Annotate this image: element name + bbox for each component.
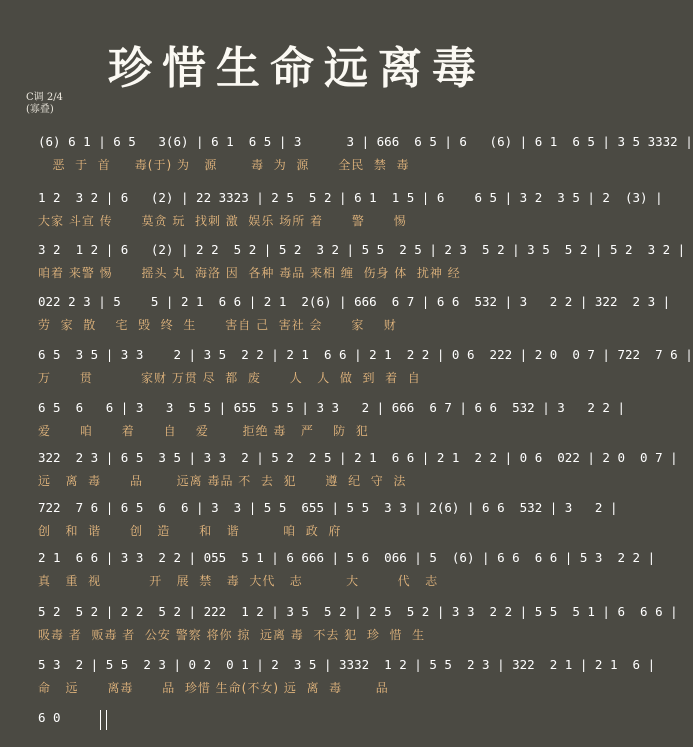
final-barline [100, 710, 107, 730]
lyrics-line: 万 贯 家财 万贯 尽 都 废 人 人 做 到 着 自 [38, 371, 421, 385]
lyrics-line: 吸毒 者 贩毒 者 公安 警察 将你 掠 远离 毒 不去 犯 珍 惜 生 [38, 628, 426, 642]
key-signature: C调 2/4 [26, 92, 63, 103]
notes-line: 1 2 3 2 | 6 (2) | 22 3323 | 2 5 5 2 | 6 1 1 5 | 6 6 5 | 3 2 3 5 | 2 (3) | [38, 190, 663, 205]
notes-line: 6 0 [38, 710, 61, 725]
notes-line: 6 5 6 6 | 3 3 5 5 | 655 5 5 | 3 3 2 | 666 6 7 | 6 6 532 | 3 2 2 | [38, 400, 625, 415]
notes-line: 722 7 6 | 6 5 6 6 | 3 3 | 5 5 655 | 5 5 3 3 | 2(6) | 6 6 532 | 3 2 | [38, 500, 618, 515]
score-row [38, 240, 686, 282]
page-title: 珍惜生命远离毒 [108, 43, 486, 94]
lyrics-line: 爱 咱 着 自 爱 拒绝 毒 严 防 犯 [38, 424, 369, 438]
instrument-note: (寡叠) [26, 104, 54, 115]
score-row [38, 655, 656, 697]
notes-line: 5 2 5 2 | 2 2 5 2 | 222 1 2 | 3 5 5 2 | 2 5 5 2 | 3 3 2 2 | 5 5 5 1 | 6 6 6 | [38, 604, 678, 619]
notes-line: 5 3 2 | 5 5 2 3 | 0 2 0 1 | 2 3 5 | 3332 1 2 | 5 5 2 3 | 322 2 1 | 2 1 6 | [38, 657, 656, 672]
notes-line: 3 2 1 2 | 6 (2) | 2 2 5 2 | 5 2 3 2 | 5 5 2 5 | 2 3 5 2 | 3 5 5 2 | 5 2 3 2 | [38, 242, 686, 257]
score-row [38, 398, 625, 440]
score-row [38, 498, 618, 540]
lyrics-line: 劳 家 散 宅 毁 终 生 害自 己 害社 会 家 财 [38, 318, 397, 332]
notes-line: 022 2 3 | 5 5 | 2 1 6 6 | 2 1 2(6) | 666 6 7 | 6 6 532 | 3 2 2 | 322 2 3 | [38, 294, 671, 309]
lyrics-line: 真 重 视 开 展 禁 毒 大代 志 大 代 志 [38, 574, 439, 588]
score-row [38, 345, 693, 387]
score-row [38, 132, 693, 174]
score-row [38, 548, 656, 590]
lyrics-line: 远 离 毒 品 远离 毒品 不 去 犯 遵 纪 守 法 [38, 474, 407, 488]
score-row [38, 602, 678, 644]
notes-line: 322 2 3 | 6 5 3 5 | 3 3 2 | 5 2 2 5 | 2 1 6 6 | 2 1 2 2 | 0 6 022 | 2 0 0 7 | [38, 450, 678, 465]
score-row [38, 708, 558, 728]
notes-line: 6 5 3 5 | 3 3 2 | 3 5 2 2 | 2 1 6 6 | 2 1 2 2 | 0 6 222 | 2 0 0 7 | 722 7 6 | [38, 347, 693, 362]
notes-line: (6) 6 1 | 6 5 3(6) | 6 1 6 5 | 3 3 | 666 6 5 | 6 (6) | 6 1 6 5 | 3 5 3332 | [38, 134, 693, 149]
score-row [38, 448, 678, 490]
score-row [38, 188, 663, 230]
lyrics-line: 恶 于 首 毒(于) 为 源 毒 为 源 全民 禁 毒 [38, 158, 410, 172]
lyrics-line: 大家 斗宣 传 莫贪 玩 找刺 激 娱乐 场所 着 警 惕 [38, 214, 407, 228]
lyrics-line: 咱着 来警 惕 摇头 丸 海洛 因 各种 毒品 来相 缠 伤身 体 扰神 经 [38, 266, 461, 280]
lyrics-line: 命 远 离毒 品 珍惜 生命(不女) 远 离 毒 品 [38, 681, 389, 695]
notes-line: 2 1 6 6 | 3 3 2 2 | 055 5 1 | 6 666 | 5 6 066 | 5 (6) | 6 6 6 6 | 5 3 2 2 | [38, 550, 656, 565]
lyrics-line: 创 和 谐 创 造 和 谐 咱 政 府 [38, 524, 342, 538]
score-row [38, 292, 671, 334]
